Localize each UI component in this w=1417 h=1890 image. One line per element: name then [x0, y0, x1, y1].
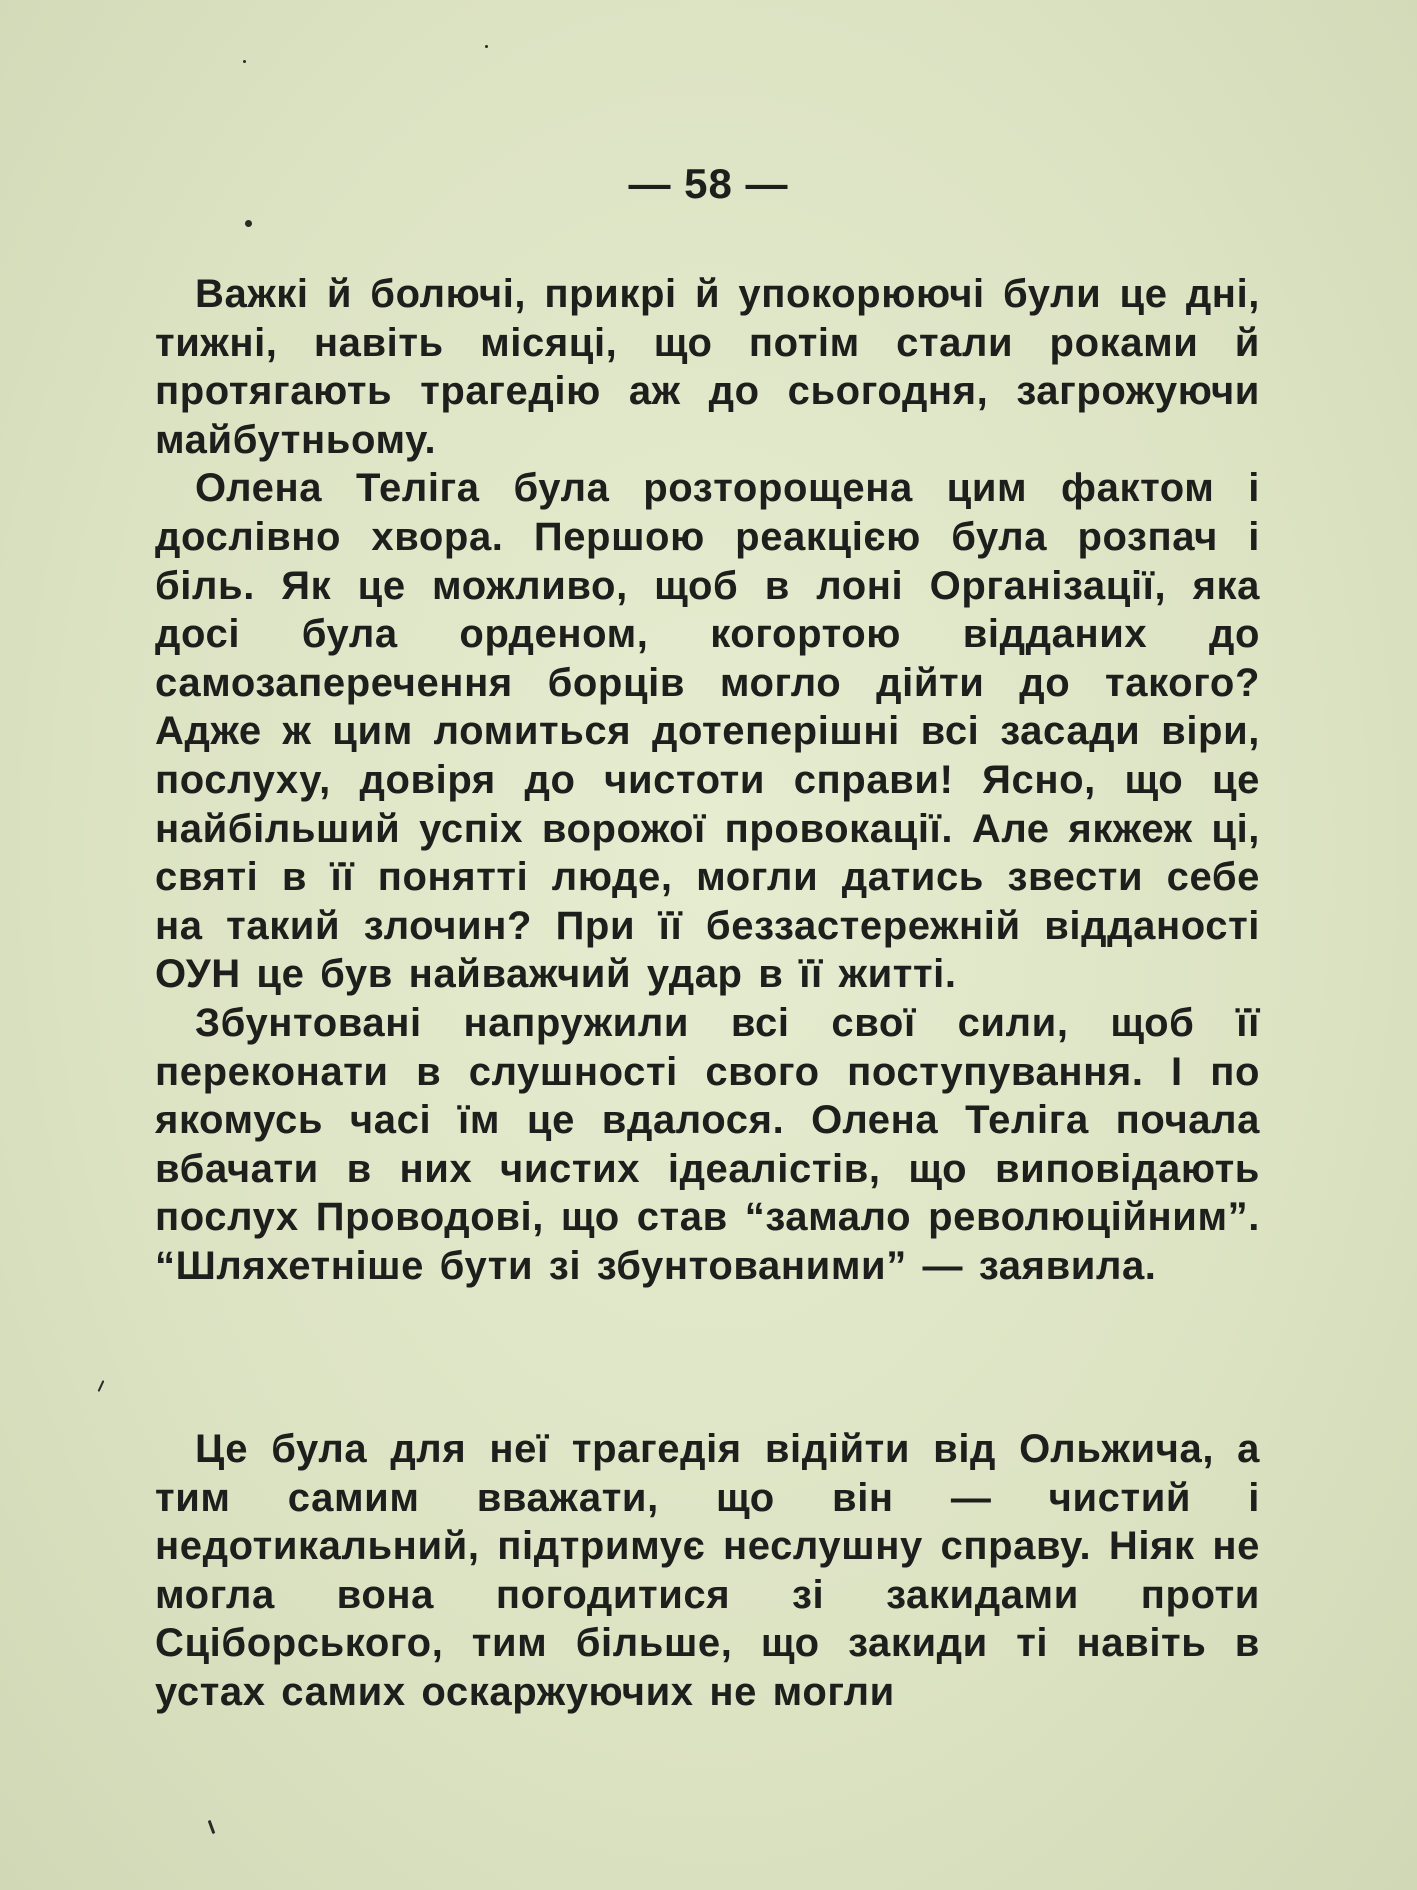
paragraph: Олена Теліга була розторощена цим фактом і дослівно хвора. Першою реакцією була розпач і біль. Як це можливо, щоб в лоні Організації, яка досі була орденом, когортою відданих до самозаперечення борців могло дійти до такого? Адже ж цим ломиться дотеперішні всі засади віри, послуху, довіря до чистоти справи! Ясно, що це найбільший успіх ворожої провокації. Але якжеж ці, святі в її понятті люде, могли датись звести себе на такий злочин? При її беззастережній відданості ОУН це був найважчий удар в її житті. [155, 466, 1260, 997]
text-block-continued [155, 1425, 1260, 1717]
print-speck [245, 220, 252, 227]
print-speck [98, 1380, 105, 1392]
paragraph: Це була для неї трагедія відійти від Ольжича, а тим самим вважати, що він — чистий і недотикальний, підтримує неслушну справу. Ніяк не могла вона погодитися зі закидами проти Сціборського, тим більше, що закиди ті навіть в устах самих оскаржуючих не могли [155, 1427, 1260, 1714]
paragraph: Збунтовані напружили всі свої сили, щоб її переконати в слушності свого поступування. І по якомусь часі їм це вдалося. Олена Теліга почала вбачати в них чистих ідеалістів, що виповідають послух Проводові, що став “замало революційним”. “Шляхетніше бути зі збунтованими” — заявила. [155, 1000, 1260, 1288]
print-speck [243, 60, 246, 63]
paragraph: Важкі й болючі, прикрі й упокорюючі були це дні, тижні, навіть місяці, що потім стали роками й протягають трагедію аж до сьогодня, загрожуючи майбутньому. [155, 272, 1260, 462]
text-block-main [155, 270, 1260, 1290]
page-number: — 58 — [628, 160, 789, 207]
print-speck [485, 45, 488, 48]
print-speck [208, 1820, 216, 1834]
